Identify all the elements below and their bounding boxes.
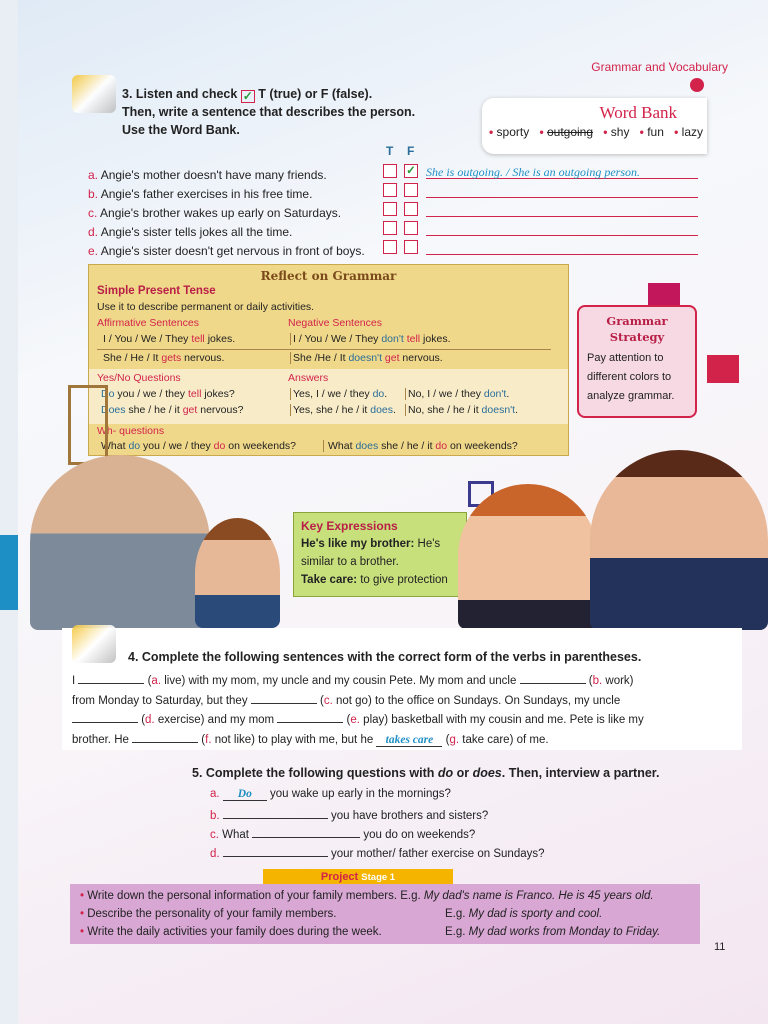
true-checkbox[interactable] — [383, 202, 397, 216]
decorative-squares — [68, 385, 108, 465]
blank[interactable] — [251, 692, 317, 704]
blank[interactable] — [72, 711, 138, 723]
true-checkbox[interactable] — [383, 240, 397, 254]
statements-list — [88, 166, 365, 261]
project-box: • Write down the personal information of your family members. E.g. My dad's name is Franco. He is 45 years old. • Describe the personality of your family members. E.g. My dad is sporty and cool. • Write the daily activities your family does during the week. E.g. My dad works from Monday to Friday. — [70, 884, 700, 944]
statement: e. Angie's sister doesn't get nervous in front of boys. — [88, 244, 365, 258]
grammar-strategy-box: Grammar Strategy Pay attention to different colors to analyze grammar. — [577, 305, 697, 418]
cd-audio-icon[interactable] — [72, 75, 116, 113]
false-checkbox[interactable]: ✓ — [404, 164, 418, 178]
false-checkbox[interactable] — [404, 202, 418, 216]
blank[interactable] — [223, 807, 328, 819]
blank-answered[interactable]: takes care — [376, 735, 442, 747]
photo-boy — [195, 518, 280, 628]
true-checkbox[interactable] — [383, 183, 397, 197]
page-number: 11 — [714, 941, 726, 953]
answer-line[interactable] — [426, 222, 698, 236]
statement: c. Angie's brother wakes up early on Saturdays. — [88, 206, 342, 220]
photo-father — [30, 455, 210, 630]
blank[interactable] — [132, 731, 198, 743]
photo-mother — [590, 450, 768, 630]
key-expressions-box: Key Expressions He's like my brother: He's similar to a brother. Take care: to give protection — [293, 512, 467, 597]
pushpin-icon — [690, 78, 704, 92]
false-column-header: F — [407, 144, 415, 158]
question-item: d. your mother/ father exercise on Sundays? — [210, 845, 545, 860]
blank[interactable] — [252, 826, 360, 838]
false-checkbox[interactable] — [404, 221, 418, 235]
blank[interactable] — [78, 672, 144, 684]
page-tab-marker — [0, 535, 18, 610]
true-checkbox[interactable] — [383, 164, 397, 178]
word-bank: Word Bank • sporty • outgoing • shy • fun • lazy — [482, 98, 707, 154]
question-item: b. you have brothers and sisters? — [210, 807, 488, 822]
answer-line[interactable] — [426, 203, 698, 217]
statement: d. Angie's sister tells jokes all the time. — [88, 225, 293, 239]
statement: b. Angie's father exercises in his free time. — [88, 187, 313, 201]
photo-teen-boy — [458, 484, 598, 629]
decorative-square — [648, 283, 680, 305]
question-item: a. Do you wake up early in the mornings? — [210, 788, 451, 800]
project-header: Project Stage 1 — [263, 869, 453, 885]
blank[interactable] — [223, 845, 328, 857]
true-checkbox[interactable] — [383, 221, 397, 235]
decorative-square — [707, 355, 739, 383]
answer-line[interactable] — [426, 241, 698, 255]
exercise-3-instructions: 3. Listen and check ✓ T (true) or F (false). Then, write a sentence that describes the person. Use the Word Bank. — [122, 87, 416, 137]
false-checkbox[interactable] — [404, 240, 418, 254]
section-header: Grammar and Vocabulary — [591, 60, 728, 74]
answer-line[interactable] — [426, 184, 698, 198]
photo-girl — [20, 742, 170, 1024]
exercise-4-instructions: 4. Complete the following sentences with the correct form of the verbs in parentheses. — [128, 650, 642, 664]
exercise-4-paragraph: I (a. live) with my mom, my uncle and my cousin Pete. My mom and uncle (b. work) from Monday to Saturday, but they (c. not go) to the office on Sundays. On Sundays, my uncle (d. exercise) and my mom (e. play) basketball with my cousin and me. Pete is like my brother. He (f. not like) to play with me, but he takes care (g. take care) of me. — [72, 672, 692, 750]
answer-line[interactable]: She is outgoing. / She is an outgoing person. — [426, 165, 698, 179]
reflect-on-grammar-box: Reflect on Grammar Simple Present Tense Use it to describe permanent or daily activities. Affirmative Sentences Negative Sentences I / You / We / They tell jokes. I / You / We / They don't tell jokes. She / He / It gets nervous. She /He / It doesn't get nervous. Yes/No Questions Answers Do you / we / they tell jokes? Yes, I / we / they do. No, I / we / they don't. Does she / he / it get nervous? Yes, she / he / it does. No, she / he / it doesn't. Wh- questions What do you / we / they do on weekends? What does she / he / it do on weekends? — [88, 264, 569, 456]
exercise-5-instructions: 5. Complete the following questions with do or does. Then, interview a partner. — [192, 766, 660, 780]
false-checkbox[interactable] — [404, 183, 418, 197]
blank[interactable] — [277, 711, 343, 723]
question-item: c. What you do on weekends? — [210, 826, 475, 841]
checkmark-icon: ✓ — [242, 89, 253, 103]
page-edge — [0, 0, 18, 1024]
blank-answered[interactable]: Do — [223, 789, 267, 801]
blank[interactable] — [520, 672, 586, 684]
true-column-header: T — [386, 144, 394, 158]
cd-audio-icon[interactable] — [72, 625, 116, 663]
statement: a. Angie's mother doesn't have many friends. — [88, 168, 327, 182]
